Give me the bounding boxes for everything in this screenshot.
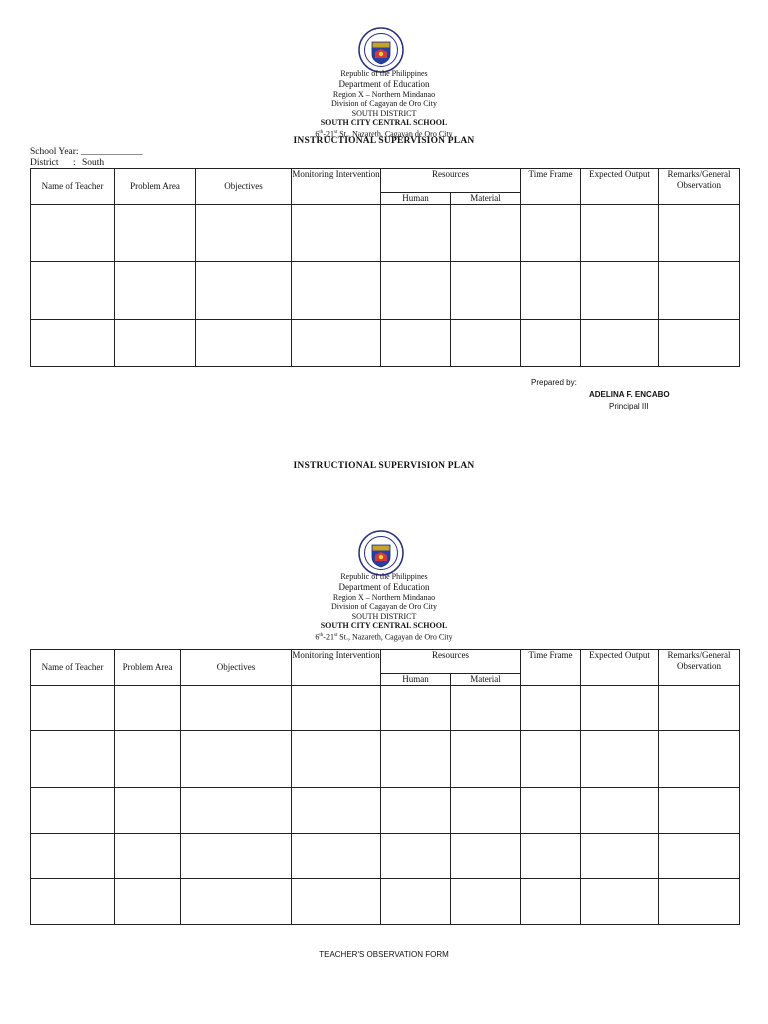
table-cell[interactable] xyxy=(581,320,659,367)
table-cell[interactable] xyxy=(521,834,581,879)
table-row xyxy=(31,686,740,731)
table-cell[interactable] xyxy=(521,320,581,367)
table-cell[interactable] xyxy=(581,686,659,731)
table-cell[interactable] xyxy=(521,788,581,834)
table-cell[interactable] xyxy=(31,205,115,262)
table-row xyxy=(31,879,740,925)
table-row xyxy=(31,320,740,367)
header-address: 6th-21st St., Nazareth, Cagayan de Oro City xyxy=(315,129,453,139)
header-human: Human xyxy=(381,193,451,205)
header-material: Material xyxy=(451,193,521,205)
header-expected-output: Expected Output xyxy=(581,169,659,205)
table-cell[interactable] xyxy=(31,879,115,925)
district-label: District xyxy=(30,158,59,168)
table-cell[interactable] xyxy=(451,320,521,367)
table-cell[interactable] xyxy=(659,731,740,788)
header-problem-area: Problem Area xyxy=(115,650,181,686)
table-cell[interactable] xyxy=(581,834,659,879)
table-row xyxy=(31,262,740,320)
table-cell[interactable] xyxy=(581,205,659,262)
table-cell[interactable] xyxy=(381,686,451,731)
table-cell[interactable] xyxy=(31,320,115,367)
table-cell[interactable] xyxy=(521,731,581,788)
table-cell[interactable] xyxy=(581,262,659,320)
table-cell[interactable] xyxy=(581,731,659,788)
header-time-frame: Time Frame xyxy=(521,650,581,686)
table-cell[interactable] xyxy=(292,205,381,262)
table-cell[interactable] xyxy=(521,205,581,262)
district-colon: : xyxy=(73,158,76,168)
district-value: South xyxy=(82,158,105,168)
header-region: Region X – Northern Mindanao xyxy=(332,592,436,602)
school-header xyxy=(0,69,768,139)
header-republic: Republic of the Philippines xyxy=(340,69,428,78)
header-monitoring-intervention: Monitoring Intervention xyxy=(292,650,381,686)
header-expected-output: Expected Output xyxy=(581,650,659,686)
header-name-of-teacher: Name of Teacher xyxy=(31,650,115,686)
table-row xyxy=(31,788,740,834)
table-cell[interactable] xyxy=(381,879,451,925)
table-cell[interactable] xyxy=(31,788,115,834)
table-cell[interactable] xyxy=(31,834,115,879)
table-cell[interactable] xyxy=(292,262,381,320)
prepared-by-label: Prepared by: xyxy=(531,378,577,387)
header-remarks: Remarks/General Observation xyxy=(659,650,740,686)
table-cell[interactable] xyxy=(659,320,740,367)
signatory-position: Principal III xyxy=(609,402,649,411)
table-cell[interactable] xyxy=(31,262,115,320)
table-cell[interactable] xyxy=(181,834,292,879)
table-cell[interactable] xyxy=(181,731,292,788)
table-cell[interactable] xyxy=(115,262,196,320)
table-cell[interactable] xyxy=(581,879,659,925)
header-division: Division of Cagayan de Oro City xyxy=(331,602,437,611)
table-cell[interactable] xyxy=(381,788,451,834)
header-monitoring-intervention: Monitoring Intervention xyxy=(292,169,381,205)
header-school-name: SOUTH CITY CENTRAL SCHOOL xyxy=(320,118,448,127)
header-objectives: Objectives xyxy=(196,169,292,205)
table-cell[interactable] xyxy=(292,879,381,925)
header-republic: Republic of the Philippines xyxy=(340,572,428,581)
table-cell[interactable] xyxy=(181,788,292,834)
header-region: Region X – Northern Mindanao xyxy=(332,89,436,99)
table-row xyxy=(31,731,740,788)
header-time-frame: Time Frame xyxy=(521,169,581,205)
school-header-2 xyxy=(0,572,768,642)
supervision-plan-table-1 xyxy=(30,168,740,367)
table-cell[interactable] xyxy=(181,879,292,925)
table-cell[interactable] xyxy=(181,686,292,731)
table-cell[interactable] xyxy=(115,879,181,925)
table-cell[interactable] xyxy=(659,834,740,879)
table-cell[interactable] xyxy=(115,320,196,367)
table-cell[interactable] xyxy=(451,731,521,788)
deped-seal-icon xyxy=(358,27,404,73)
table-cell[interactable] xyxy=(196,262,292,320)
table-cell[interactable] xyxy=(581,788,659,834)
signatory-name: ADELINA F. ENCABO xyxy=(589,390,670,399)
table-cell[interactable] xyxy=(659,205,740,262)
table-cell[interactable] xyxy=(381,320,451,367)
table-cell[interactable] xyxy=(196,205,292,262)
header-department: Department of Education xyxy=(338,78,430,89)
header-material: Material xyxy=(451,674,521,686)
table-cell[interactable] xyxy=(115,686,181,731)
table-row xyxy=(31,834,740,879)
deped-seal-icon xyxy=(358,530,404,576)
footer-form-title: TEACHER'S OBSERVATION FORM xyxy=(319,950,449,959)
table-cell[interactable] xyxy=(115,731,181,788)
header-district: SOUTH DISTRICT xyxy=(351,108,417,118)
table-cell[interactable] xyxy=(521,879,581,925)
table-cell[interactable] xyxy=(521,262,581,320)
header-remarks: Remarks/General Observation xyxy=(659,169,740,205)
header-address: 6th-21st St., Nazareth, Cagayan de Oro City xyxy=(315,632,453,642)
table-cell[interactable] xyxy=(521,686,581,731)
header-division: Division of Cagayan de Oro City xyxy=(331,99,437,108)
table-cell[interactable] xyxy=(659,879,740,925)
header-resources: Resources xyxy=(381,650,521,674)
table-cell[interactable] xyxy=(659,788,740,834)
header-problem-area: Problem Area xyxy=(115,169,196,205)
header-district: SOUTH DISTRICT xyxy=(351,611,417,621)
table-cell[interactable] xyxy=(31,731,115,788)
table-cell[interactable] xyxy=(451,788,521,834)
header-objectives: Objectives xyxy=(181,650,292,686)
table-cell[interactable] xyxy=(659,686,740,731)
table-cell[interactable] xyxy=(451,262,521,320)
table-cell[interactable] xyxy=(292,731,381,788)
table-cell[interactable] xyxy=(659,262,740,320)
table-cell[interactable] xyxy=(196,320,292,367)
table-cell[interactable] xyxy=(451,834,521,879)
supervision-plan-table-2 xyxy=(30,649,740,925)
header-name-of-teacher: Name of Teacher xyxy=(31,169,115,205)
table-cell[interactable] xyxy=(451,686,521,731)
plan-title-2: INSTRUCTIONAL SUPERVISION PLAN xyxy=(293,461,475,471)
table-cell[interactable] xyxy=(292,686,381,731)
table-cell[interactable] xyxy=(31,686,115,731)
table-cell[interactable] xyxy=(381,205,451,262)
header-department: Department of Education xyxy=(338,581,430,592)
table-cell[interactable] xyxy=(381,834,451,879)
header-human: Human xyxy=(381,674,451,686)
table-cell[interactable] xyxy=(292,788,381,834)
plan-title: INSTRUCTIONAL SUPERVISION PLAN xyxy=(293,136,475,146)
table-cell[interactable] xyxy=(292,320,381,367)
table-row xyxy=(31,205,740,262)
table-cell[interactable] xyxy=(381,262,451,320)
school-year-field: School Year: _____________ xyxy=(30,147,143,157)
table-cell[interactable] xyxy=(381,731,451,788)
table-cell[interactable] xyxy=(292,834,381,879)
table-cell[interactable] xyxy=(451,205,521,262)
header-school-name: SOUTH CITY CENTRAL SCHOOL xyxy=(320,621,448,630)
header-resources: Resources xyxy=(381,169,521,193)
table-cell[interactable] xyxy=(115,205,196,262)
table-cell[interactable] xyxy=(115,834,181,879)
table-cell[interactable] xyxy=(115,788,181,834)
table-cell[interactable] xyxy=(451,879,521,925)
